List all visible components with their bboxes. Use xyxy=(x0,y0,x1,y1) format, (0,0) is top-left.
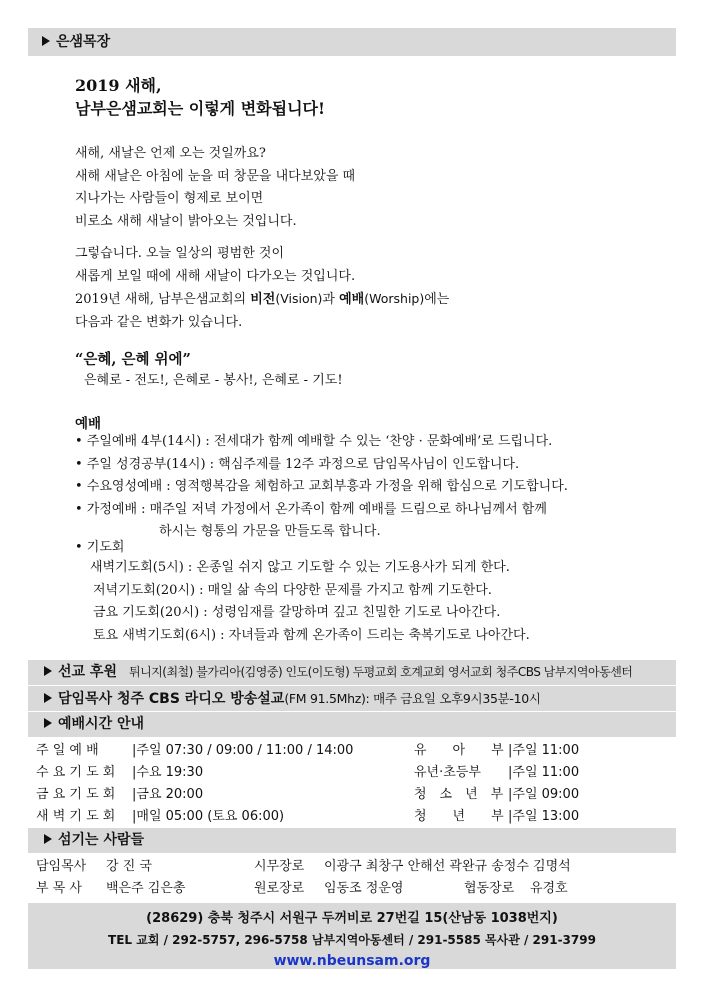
service-name: 금 요 기 도 회 xyxy=(36,787,116,802)
text-line: 지나가는 사람들이 형제로 보이면 xyxy=(75,191,264,206)
service-name: 새 벽 기 도 회 xyxy=(36,809,116,824)
dept-time: 주일 09:00 xyxy=(512,787,580,802)
mission-list: 튀니지(최철) 불가리아(김영중) 인도(이도형) 두평교회 호계교회 영서교회 청주CBS 남부지역아동센터 xyxy=(128,665,633,679)
divider: | xyxy=(132,765,137,780)
schedule-row xyxy=(36,784,353,806)
text-fragment: 에는 xyxy=(424,292,450,307)
broadcast-label: 담임목사 청주 CBS 라디오 방송설교 xyxy=(58,691,285,707)
text-line: 비로소 새해 새날이 밝아오는 것입니다. xyxy=(75,213,297,229)
worship-english: (Worship) xyxy=(364,291,425,306)
bullet-item: • 수요영성예배 : 영적행복감을 체험하고 교회부흥과 가정을 위해 합심으로 기도합니다. xyxy=(75,479,568,494)
schedule-row xyxy=(414,740,579,762)
triangle-icon xyxy=(44,718,52,728)
staff-role: 원로장로 xyxy=(254,881,305,896)
address: (28629) 충북 청주시 서원구 두꺼비로 27번길 15(산남동 1038번지) xyxy=(146,911,558,926)
article-title-line2: 남부은샘교회는 이렇게 변화됩니다! xyxy=(75,99,326,118)
mission-label: 선교 후원 xyxy=(58,664,117,680)
triangle-icon xyxy=(44,693,52,703)
schedule-bar xyxy=(28,712,676,737)
triangle-icon xyxy=(42,36,50,46)
phone-numbers: TEL 교회 / 292-5757, 296-5758 남부지역아동센터 / 291-5585 목사관 / 291-3799 xyxy=(108,933,596,947)
staff-name: 유경호 xyxy=(530,881,568,896)
text-line-vision xyxy=(75,288,449,312)
divider: | xyxy=(508,787,513,802)
staff-role: 협동장로 xyxy=(464,881,515,896)
text-line: 새롭게 보일 때에 새해 새날이 다가오는 것입니다. xyxy=(75,268,356,284)
schedule-row xyxy=(414,762,579,784)
divider: | xyxy=(132,809,137,824)
service-time: 매일 05:00 (토요 06:00) xyxy=(136,809,285,824)
text-fragment: 2019년 새해, 남부은샘교회의 xyxy=(75,292,251,307)
dept-name: 유년·초등부 xyxy=(414,765,481,780)
divider: | xyxy=(132,743,137,758)
prayer-list xyxy=(90,557,530,647)
divider: | xyxy=(132,787,137,802)
paragraph-2 xyxy=(75,243,449,334)
staff-row-1 xyxy=(36,856,571,878)
divider: | xyxy=(508,743,513,758)
vision-english: (Vision) xyxy=(275,291,323,306)
staff-names: 이광구 최창구 안해선 곽완규 송정수 김명석 xyxy=(324,859,571,874)
prayer-title: • 기도회 xyxy=(75,540,125,555)
text-line: 새해, 새날은 언제 오는 것일까요? xyxy=(75,146,266,161)
worship-title: 예배 xyxy=(75,416,102,432)
staff-names: 백은주 김은총 xyxy=(106,881,186,896)
schedule-row xyxy=(36,762,353,784)
text-line: 그렇습니다. 오늘 일상의 평범한 것이 xyxy=(75,246,285,261)
prayer-item: 금요 기도회(20시) : 성령임재를 갈망하며 깊고 친밀한 기도로 나아간다. xyxy=(93,605,501,620)
dept-name: 유 아 부 xyxy=(414,743,504,758)
staff-names: 임동조 정운영 xyxy=(324,881,404,896)
schedule-row xyxy=(36,740,353,762)
staff-row-2 xyxy=(36,878,568,900)
section-header-sermon xyxy=(28,28,676,56)
dept-name: 청 소 년 부 xyxy=(414,787,504,802)
text-line: 다음과 같은 변화가 있습니다. xyxy=(75,314,243,330)
staff-role: 부 목 사 xyxy=(36,881,82,896)
worship-bullets xyxy=(75,431,568,544)
schedule-row xyxy=(414,784,579,806)
schedule-row xyxy=(36,806,353,828)
staff-role: 시무장로 xyxy=(254,859,305,874)
schedule-title: 예배시간 안내 xyxy=(58,716,145,732)
schedule-row xyxy=(414,806,579,828)
dept-time: 주일 13:00 xyxy=(512,809,580,824)
motto-line: 은혜로 - 전도!, 은혜로 - 봉사!, 은혜로 - 기도! xyxy=(84,373,343,388)
website-link[interactable]: www.nbeunsam.org xyxy=(273,953,431,969)
staff-name: 강 진 국 xyxy=(106,859,152,874)
text-fragment: 과 xyxy=(322,292,340,307)
footer-address-block xyxy=(28,903,676,969)
bullet-item: • 주일예배 4부(14시) : 전세대가 함께 예배할 수 있는 ‘찬양 · 문화예배’로 드립니다. xyxy=(75,434,553,449)
triangle-icon xyxy=(44,666,52,676)
staff-role: 담임목사 xyxy=(36,859,87,874)
divider: | xyxy=(508,765,513,780)
section-title: 은샘목장 xyxy=(56,34,111,50)
vision-word: 비전 xyxy=(250,292,276,307)
prayer-item: 토요 새벽기도회(6시) : 자녀들과 함께 온가족이 드리는 축복기도로 나아간다. xyxy=(93,627,530,643)
bullet-continuation: 하시는 형통의 가문을 만들도록 합니다. xyxy=(159,524,381,539)
divider: | xyxy=(508,809,513,824)
broadcast-detail: (FM 91.5Mhz): 매주 금요일 오후9시35분-10시 xyxy=(284,691,541,706)
worship-word: 예배 xyxy=(339,292,365,307)
broadcast-bar xyxy=(28,686,676,711)
dept-time: 주일 11:00 xyxy=(512,743,580,758)
mission-support-bar xyxy=(28,660,676,685)
service-time: 주일 07:30 / 09:00 / 11:00 / 14:00 xyxy=(136,743,354,758)
triangle-icon xyxy=(44,834,52,844)
prayer-item: 새벽기도회(5시) : 온종일 쉬지 않고 기도할 수 있는 기도용사가 되게 한다. xyxy=(90,560,510,575)
paragraph-1 xyxy=(75,143,355,233)
schedule-left xyxy=(36,740,353,828)
service-name: 수 요 기 도 회 xyxy=(36,765,116,780)
service-name: 주 일 예 배 xyxy=(36,743,99,758)
text-line: 새해 새날은 아침에 눈을 떠 창문을 내다보았을 때 xyxy=(75,168,356,184)
staff-bar xyxy=(28,828,676,853)
dept-time: 주일 11:00 xyxy=(512,765,580,780)
prayer-item: 저녁기도회(20시) : 매일 삶 속의 다양한 문제를 가지고 함께 기도한다. xyxy=(93,582,492,598)
staff-title: 섬기는 사람들 xyxy=(58,832,145,848)
bullet-item: • 가정예배 : 매주일 저녁 가정에서 온가족이 함께 예배를 드림으로 하나님께서 함께 xyxy=(75,501,547,517)
schedule-right xyxy=(414,740,579,828)
dept-name: 청 년 부 xyxy=(414,809,504,824)
article-title-line1: 2019 새해, xyxy=(75,76,162,95)
bullet-item: • 주일 성경공부(14시) : 핵심주제를 12주 과정으로 담임목사님이 인도합니다. xyxy=(75,456,520,472)
service-time: 수요 19:30 xyxy=(136,765,204,780)
service-time: 금요 20:00 xyxy=(136,787,204,802)
motto-title: “은혜, 은혜 위에” xyxy=(75,351,191,368)
